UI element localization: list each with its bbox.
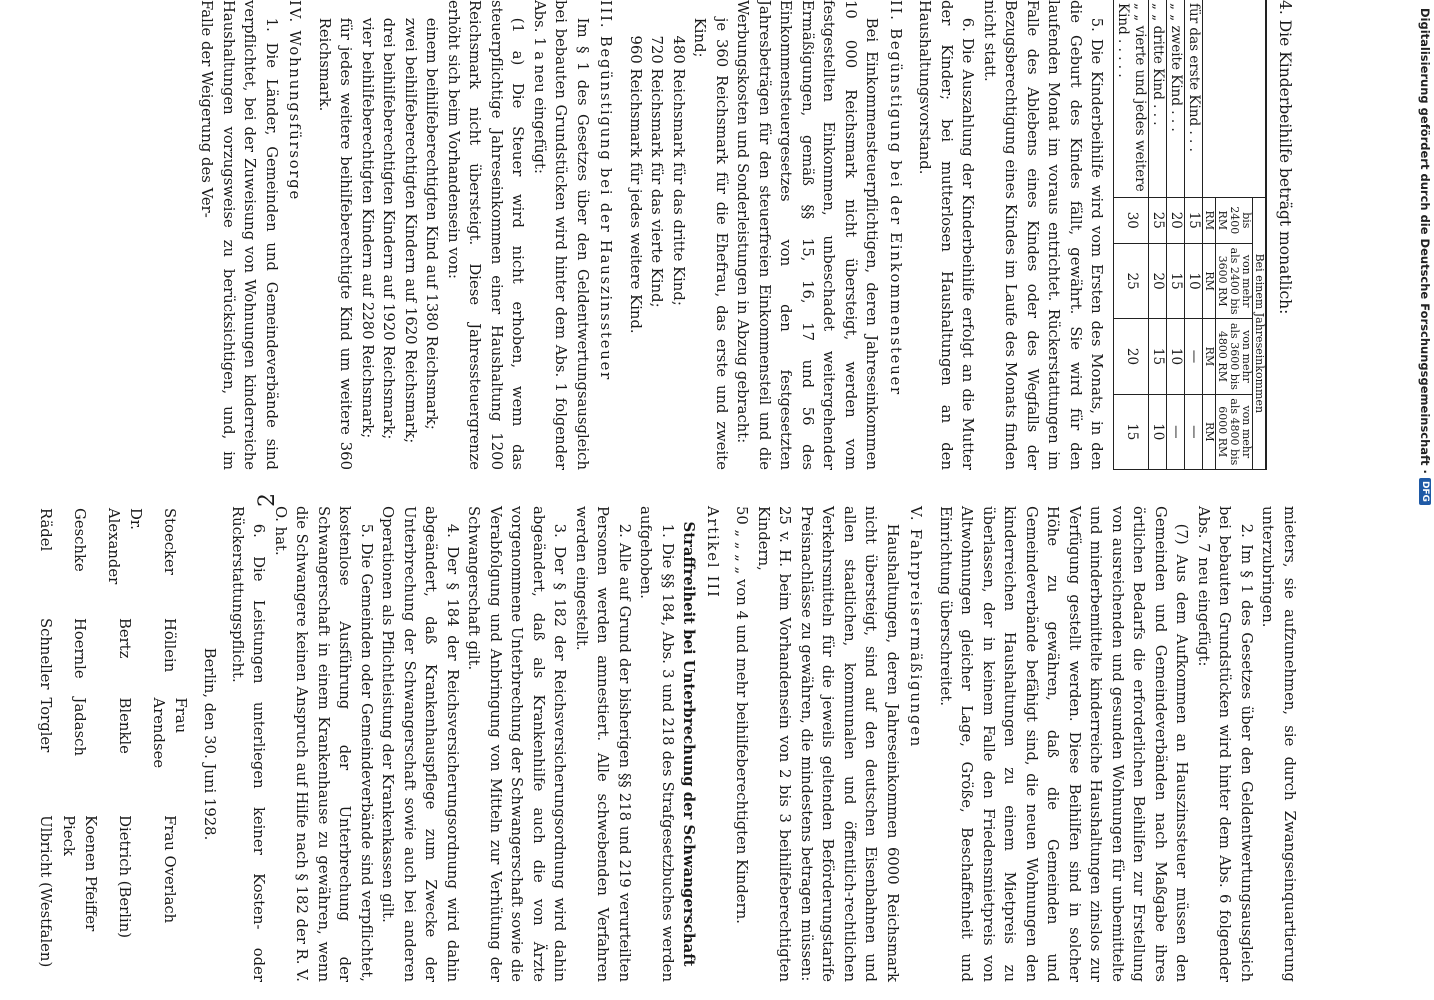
row-label: „ „ dritte Kind . . . <box>1149 0 1167 197</box>
table-cell: — <box>1185 394 1203 469</box>
table-corner <box>1203 0 1267 197</box>
kinderbeihilfe-table <box>1114 0 1268 470</box>
table-cell: — <box>1167 394 1185 469</box>
table-unit: RM <box>1203 197 1216 243</box>
signatory: Jadasch <box>71 697 89 756</box>
row-label: „ „ zweite Kind . . . <box>1167 0 1185 197</box>
section-3-1a: (1 a) Die Steuer wird nicht erhoben, wenn das steuerpflichtige Jahreseinkommen einer Haushaltung 1200 Reichsmark nicht übersteigt. Diese Jahressteuergrenze erhöht sich beim Vorhandensein von: <box>445 0 527 470</box>
signatories <box>33 506 194 982</box>
article-subtitle: Straffreiheit bei Unterbrechung der Schwangerschaft <box>680 521 698 967</box>
page-number: 2 <box>255 493 280 507</box>
list-item: drei beihilfeberechtigten Kindern auf 1920 Reichsmark; <box>380 17 398 440</box>
list-item: vier beihilfeberechtigten Kindern auf 2280 Reichsmark; <box>359 17 376 439</box>
table-row <box>1114 0 1149 470</box>
table-group-header: Bei einem Jahreseinkommen <box>1253 197 1267 469</box>
section-3-intro: Im § 1 des Gesetzes über den Geldentwertungsausgleich bei bebauten Grundstücken wird hinter dem Abs. 1 folgender Abs. 1 a neu eingefügt: <box>531 0 591 470</box>
article-title: Artikel III <box>704 506 721 599</box>
signatory: Bertz <box>116 617 134 659</box>
paragraph-2: 2. Im § 1 des Gesetzes über den Geldentwertungsausgleich bei bebauten Grundstücken wird hinter dem Abs. 6 folgender Abs. 7 neu eingefügt: <box>1195 506 1255 982</box>
right-column <box>37 506 1300 982</box>
signatory: Frau Arendsee <box>150 697 189 769</box>
signatory-row <box>58 508 101 980</box>
signatory: Hoernle <box>71 617 89 679</box>
table-cell: 20 <box>1114 319 1149 394</box>
paragraph-6: 6. Die Auszahlung der Kinderbeihilfe erfolgt an die Mutter der Kinder; bei mutterlosen Haushaltungen an den Haushaltungsvorstand. <box>916 0 977 470</box>
table-row <box>1149 0 1167 470</box>
funding-text: Digitalisierung gefördert durch die Deutsche Forschungsgemeinschaft · <box>1418 8 1432 474</box>
table-cell: 15 <box>1114 394 1149 469</box>
table-col-header: von mehr als 2400 bis 3600 RM <box>1216 243 1253 318</box>
table-cell: 10 <box>1149 394 1167 469</box>
signatory: Blenkle <box>116 697 134 754</box>
row-label: „ „ vierte und jedes weitere Kind . . . . . <box>1114 0 1149 197</box>
section-5-title: V. Fahrpreisermäßigungen <box>907 506 925 749</box>
signatory: Frau Overlach <box>161 815 179 924</box>
table-unit: RM <box>1203 243 1216 318</box>
list-item: 960 Reichsmark für jedes weitere Kind. <box>627 35 644 334</box>
article-item-2: 2. Alle auf Grund der bisherigen §§ 218 und 219 verurteilten Personen werden amnestiert. Alle schwebenden Verfahren werden eingestellt. <box>573 506 633 982</box>
dfg-logo-icon[interactable]: DFG <box>1419 478 1431 505</box>
table-cell: 20 <box>1167 197 1185 243</box>
section-4-title: IV. Wohnungsfürsorge <box>286 0 304 202</box>
table-col-header: bis 2400 RM <box>1216 197 1253 243</box>
table-cell: — <box>1185 319 1203 394</box>
list-item: einem beihilfeberechtigten Kind auf 1380 Reichsmark; <box>423 17 441 430</box>
table-row <box>1167 0 1185 470</box>
table-cell: 15 <box>1149 319 1167 394</box>
funding-sidebar <box>1418 8 1432 992</box>
table-cell: 10 <box>1185 243 1203 318</box>
article-item-5: 5. Die Gemeinden oder Gemeindeverbände sind verpflichtet, kostenlose Ausführung der Unterbrechung der Schwangerschaft in einem Krankenhause zu gewähren, wenn die Schwangere keinen Anspruch auf Hilfe nach § 182 der R. V. O. hat. <box>272 506 375 982</box>
signatory: Stoecker <box>161 508 179 575</box>
article-item-4: 4. Der § 184 der Reichsversicherungsordnung wird dahin abgeändert, daß Krankenhauspflege zum Zwecke der Unterbrechung der Schwangerschaft sowie auch bei anderen Operationen als Pflichtleistung der Krankenkassen gilt. <box>379 506 461 982</box>
left-column <box>185 0 1295 470</box>
kinderbeihilfe-heading: 4. Die Kinderbeihilfe beträgt monatlich: <box>1276 0 1294 315</box>
funding-note <box>1418 8 1432 505</box>
paragraph-5: 5. Die Kinderbeihilfe wird vom Ersten des Monats, in den die Geburt des Kindes fällt, gewährt. Sie wird für den laufenden Monat im voraus entrichtet. Rückerstattungen im Falle des Ablebens eines Kindes oder des Wegfalls der Bezugsberechtigung eines Kindes im Laufe des Monats finden nicht statt. <box>981 0 1106 470</box>
table-col-header: von mehr als 4800 bis 6000 RM <box>1216 394 1253 469</box>
table-cell: 25 <box>1149 197 1167 243</box>
section-2-text: Bei Einkommensteuerpflichtigen, deren Jahreseinkommen 10 000 Reichsmark nicht übersteigt, werden vom festgestellten Einkommen, unbeschadet weitergehender Ermäßigungen, gemäß §§ 15, 16, 17 und 56 des Einkommensteuergesetzes von den festgesetzten Jahresbeträgen für den steuerfreien Einkommensteil und die Werbungskosten und Sonderleistungen in Abzug gebracht: <box>734 0 881 470</box>
table-cell: 15 <box>1185 197 1203 243</box>
signatory: Torgler <box>37 697 54 753</box>
signatory-row <box>35 508 57 980</box>
signatory: Höllein <box>161 617 179 673</box>
article-item-1: 1. Die §§ 184, Abs. 3 und 218 des Strafgesetzbuches werden aufgehoben. <box>637 506 676 982</box>
signatory: Dr. Alexander <box>105 508 144 585</box>
list-item: 50 „ „ „ „ von 4 und mehr beihilfeberechtigten Kindern. <box>733 506 751 924</box>
list-item: 25 v. H. beim Vorhandensein von 2 bis 3 beihilfeberechtigten Kindern, <box>755 506 794 982</box>
table-col-header: von mehr als 3600 bis 4800 RM <box>1216 319 1253 394</box>
signatory: Geschke <box>71 508 89 572</box>
table-row <box>1185 0 1203 470</box>
section-2-title: II. Begünstigung bei der Einkommensteuer <box>887 0 904 396</box>
list-item: 720 Reichsmark für das vierte Kind; <box>648 35 666 308</box>
signatory: Rädel <box>37 508 54 552</box>
table-cell: 15 <box>1167 243 1185 318</box>
signatory-row <box>148 508 191 980</box>
signatory: Schneller <box>37 617 54 690</box>
signatory: Ulbricht (Westfalen) <box>37 815 54 968</box>
row-label: für das erste Kind . . . <box>1185 0 1203 197</box>
list-item: für jedes weitere beihilfeberechtigte Kind um weitere 360 Reichsmark. <box>316 17 355 470</box>
list-item: je 360 Reichsmark für die Ehefrau, das erste und zweite Kind; <box>691 17 730 470</box>
article-item-6: 6. Die Leistungen unterliegen keiner Kosten- oder Rückerstattungspflicht. <box>229 506 268 982</box>
paragraph-continuation: mieters, sie aufzunehmen, sie durch Zwangseinquartierung unterzubringen. <box>1259 506 1298 982</box>
table-cell: 10 <box>1167 319 1185 394</box>
list-item: 480 Reichsmark für das dritte Kind; <box>670 35 687 306</box>
list-item: zwei beihilfeberechtigten Kindern auf 1620 Reichsmark; <box>402 17 419 444</box>
table-unit: RM <box>1203 319 1216 394</box>
section-5-text: Haushaltungen, deren Jahreseinkommen 6000 Reichsmark nicht übersteigt, sind auf den deutschen Eisenbahnen und allen staatlichen, kommunalen und öffentlich-rechtlichen Verkehrsmitteln für die jeweils geltenden Beförderungstarife Preisnachlässe zu gewähren, die mindestens betragen müssen: <box>798 506 901 982</box>
signatory-row <box>103 508 146 980</box>
paragraph-7: (7) Aus dem Aufkommen an Hauszinssteuer müssen den Gemeinden und Gemeindeverbänden nach Maßgabe ihres örtlichen Bedarfs die erforderlichen Beihilfen zur Erstellung von ausreichenden und gesunden Wohnungen für unbemittelte und minderbemittelte kinderreiche Haushaltungen zinslos zur Verfügung gestellt werden. Diese Beihilfen sind in solcher Höhe zu gewähren, daß die Gemeinden und Gemeindeverbände befähigt sind, die neuen Wohnungen den kinderreichen Haushaltungen zu einem Mietpreis zu überlassen, der in keinem Falle den Friedensmietpreis von Altwohnungen gleicher Lage, Größe, Beschaffenheit und Einrichtung überschreitet. <box>937 506 1191 982</box>
section-4-text: 1. Die Länder, Gemeinden und Gemeindeverbände sind verpflichtet, bei der Zuweisung von Wohnungen kinderreiche Haushaltungen vorzugsweise zu berücksichtigen, und, im Falle der Weigerung des Ver- <box>198 0 280 470</box>
section-3-title: III. Begünstigung bei der Hauszinssteuer <box>597 0 615 381</box>
signatory: Dietrich (Berlin) <box>116 815 134 938</box>
article-item-3: 3. Der § 182 der Reichsversicherungsordnung wird dahin abgeändert, daß als Krankenhilfe auch die von Ärzte vorgenommene Unterbrechung der Schwangerschaft sowie die Verabfolgung und Anbringung von Mitteln zur Verhütung der Schwangerschaft gilt. <box>465 506 569 982</box>
table-cell: 30 <box>1114 197 1149 243</box>
signatory: Koenen Pfeiffer Pieck <box>60 815 99 932</box>
signature-date: Berlin, den 30. Juni 1928. <box>201 647 219 841</box>
table-cell: 20 <box>1149 243 1167 318</box>
table-unit: RM <box>1203 394 1216 469</box>
table-cell: 25 <box>1114 243 1149 318</box>
